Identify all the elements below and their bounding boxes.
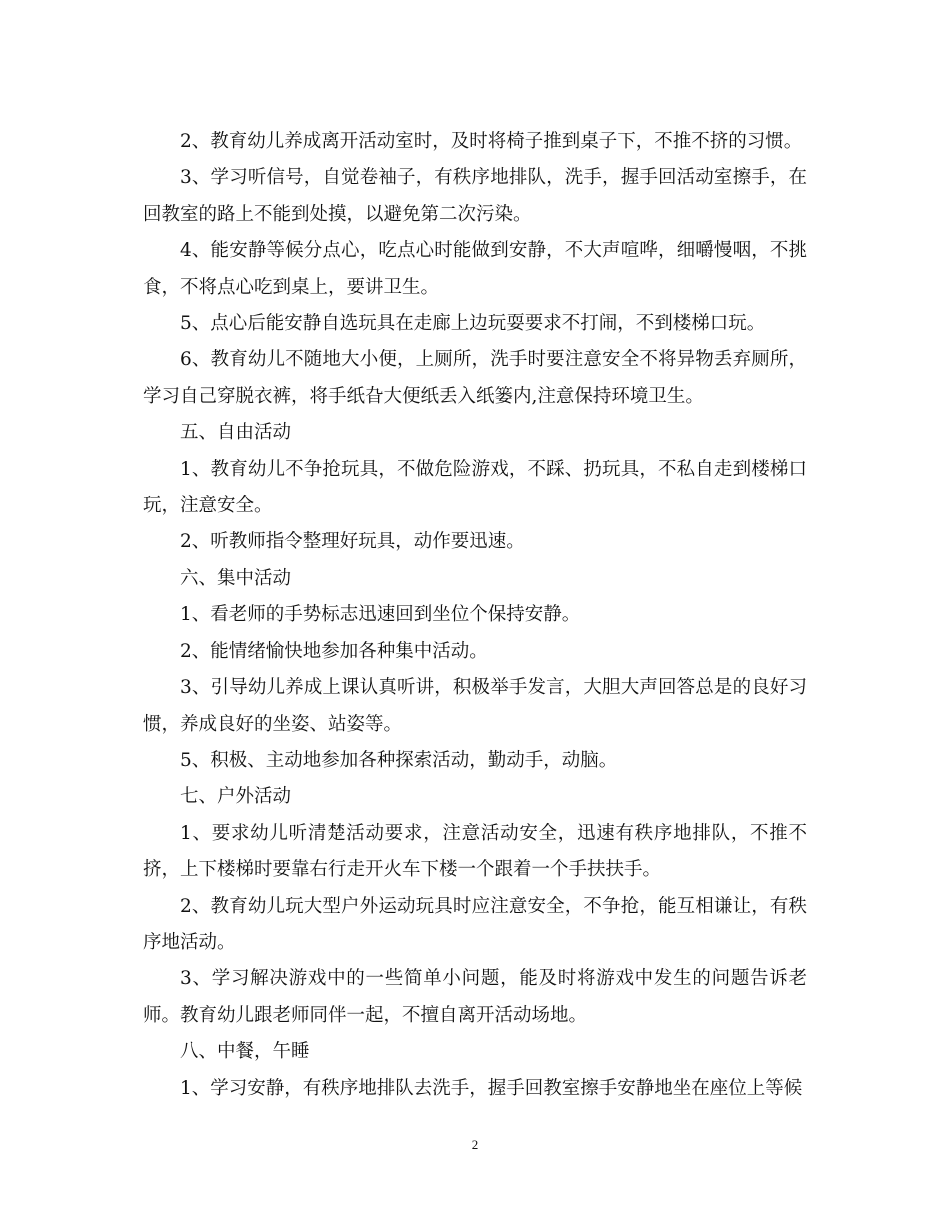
paragraph: 6、教育幼儿不随地大小便，上厕所，洗手时要注意安全不将异物丢弃厕所，学习自己穿脱衣裤，将手纸旮大便纸丢入纸篓内,注意保持环境卫生。 [143, 349, 807, 407]
paragraph: 2、听教师指令整理好玩具，动作要迅速。 [180, 531, 525, 553]
paragraph: 3、学习听信号，自觉卷袖子，有秩序地排队，洗手，握手回活动室擦手，在回教室的路上不能到处摸，以避免第二次污染。 [143, 167, 807, 225]
paragraph: 1、教育幼儿不争抢玩具，不做危险游戏，不踩、扔玩具，不私自走到楼梯口玩，注意安全。 [143, 458, 807, 517]
paragraph: 5、点心后能安静自选玩具在走廊上边玩耍要求不打闹，不到楼梯口玩。 [180, 313, 766, 335]
paragraph: 2、教育幼儿玩大型户外运动玩具时应注意安全，不争抢，能互相谦让，有秩序地活动。 [143, 895, 807, 953]
paragraph: 1、要求幼儿听清楚活动要求，注意活动安全，迅速有秩序地排队，不推不挤，上下楼梯时要靠右行走开火车下楼一个跟着一个手扶扶手。 [143, 822, 807, 881]
paragraph: 1、学习安静，有秩序地排队去洗手，握手回教室擦手安静地坐在座位上等候 [180, 1077, 803, 1099]
document-body [143, 124, 807, 1107]
section-heading: 八、中餐，午睡 [180, 1041, 310, 1063]
paragraph: 3、引导幼儿养成上课认真听讲，积极举手发言，大胆大声回答总是的良好习惯，养成良好的坐姿、站姿等。 [143, 677, 807, 735]
paragraph: 5、积极、主动地参加各种探索活动，勤动手，动脑。 [180, 749, 618, 771]
section-heading: 五、自由活动 [180, 422, 292, 444]
section-heading: 六、集中活动 [180, 567, 292, 589]
paragraph: 2、教育幼儿养成离开活动室时，及时将椅子推到桌子下，不推不挤的习惯。 [180, 131, 803, 152]
paragraph: 1、看老师的手势标志迅速回到坐位个保持安静。 [180, 604, 581, 626]
paragraph: 3、学习解决游戏中的一些简单小问题，能及时将游戏中发生的问题告诉老师。教育幼儿跟老师同伴一起，不擅自离开活动场地。 [143, 968, 807, 1026]
page-number: 2 [471, 1137, 479, 1152]
paragraph: 2、能情绪愉快地参加各种集中活动。 [180, 640, 488, 662]
paragraph: 4、能安静等候分点心，吃点心时能做到安静，不大声喧哗，细嚼慢咽，不挑食，不将点心吃到桌上，要讲卫生。 [143, 240, 807, 298]
section-heading: 七、户外活动 [180, 786, 292, 808]
